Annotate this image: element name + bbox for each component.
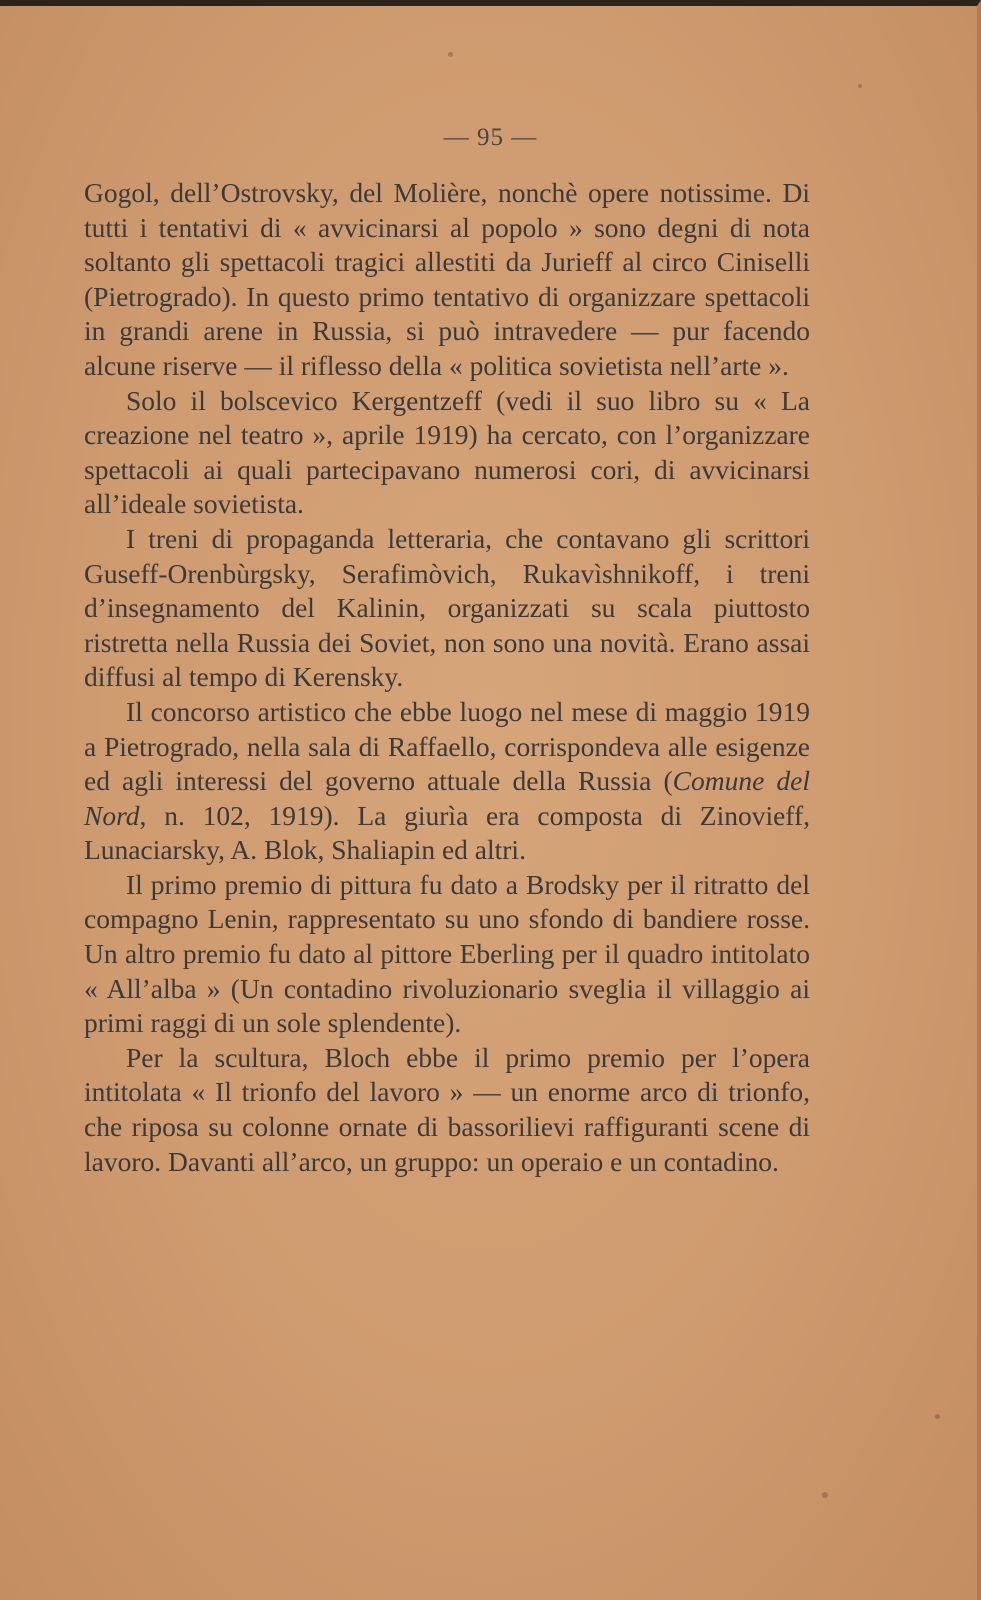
paragraph-5: Il primo premio di pittura fu dato a Brodsky per il ritratto del compagno Lenin, rappresentato su uno sfondo di bandiere rosse. Un altro premio fu dato al pittore Eberling per il quadro intitolato « All’alba » (Un contadino rivoluzionario sveglia il villaggio ai primi raggi di un sole splendente). (84, 868, 810, 1039)
paragraph-1: Gogol, dell’Ostrovsky, del Molière, nonchè opere notissime. Di tutti i tentativi di « avvicinarsi al popolo » sono degni di nota soltanto gli spettacoli tragici allestiti da Jurieff al circo Ciniselli (Pietrogrado). In questo primo tentativo di organizzare spettacoli in grandi arene in Russia, si può intravedere — pur facendo alcune riserve — il riflesso della « politica sovietista nell’arte ». (84, 177, 810, 381)
paragraph-4 (84, 695, 810, 868)
body-text (84, 176, 810, 1179)
paper-spot (822, 1492, 828, 1498)
paragraph-4-text-after: , n. 102, 1919). La giurìa era composta di Zinovieff, Lunaciarsky, A. Blok, Shaliapin ed altri. (84, 799, 810, 866)
paper-spot (935, 1414, 940, 1419)
newspaper-title: Comune del Nord (84, 765, 810, 831)
paragraph-4-text-before: Il concorso artistico che ebbe luogo nel mese di maggio 1919 a Pietrogrado, nella sala di Raffaello, corrispondeva alle esigenze ed agli interessi del governo attuale della Russia ( (84, 695, 810, 797)
paper-spot (858, 84, 862, 88)
paragraph-6: Per la scultura, Bloch ebbe il primo premio per l’opera intitolata « Il trionfo del lavoro » — un enorme arco di trionfo, che riposa su colonne ornate di bassorilievi raffiguranti scene di lavoro. Davanti all’arco, un gruppo: un operaio e un contadino. (84, 1041, 810, 1177)
paragraph-3: I treni di propaganda letteraria, che contavano gli scrittori Guseff-Orenbùrgsky, Serafimòvich, Rukavìshnikoff, i treni d’insegnamento del Kalinin, organizzati su scala piuttosto ristretta nella Russia dei Soviet, non sono una novità. Erano assai diffusi al tempo di Kerensky. (84, 522, 810, 693)
paper-spot (448, 52, 453, 57)
paragraph-2: Solo il bolscevico Kergentzeff (vedi il suo libro su « La creazione nel teatro », aprile 1919) ha cercato, con l’organizzare spettacoli ai quali partecipavano numerosi cori, di avvicinarsi all’ideale sovietista. (84, 384, 810, 520)
page-number: — 95 — (443, 124, 538, 151)
